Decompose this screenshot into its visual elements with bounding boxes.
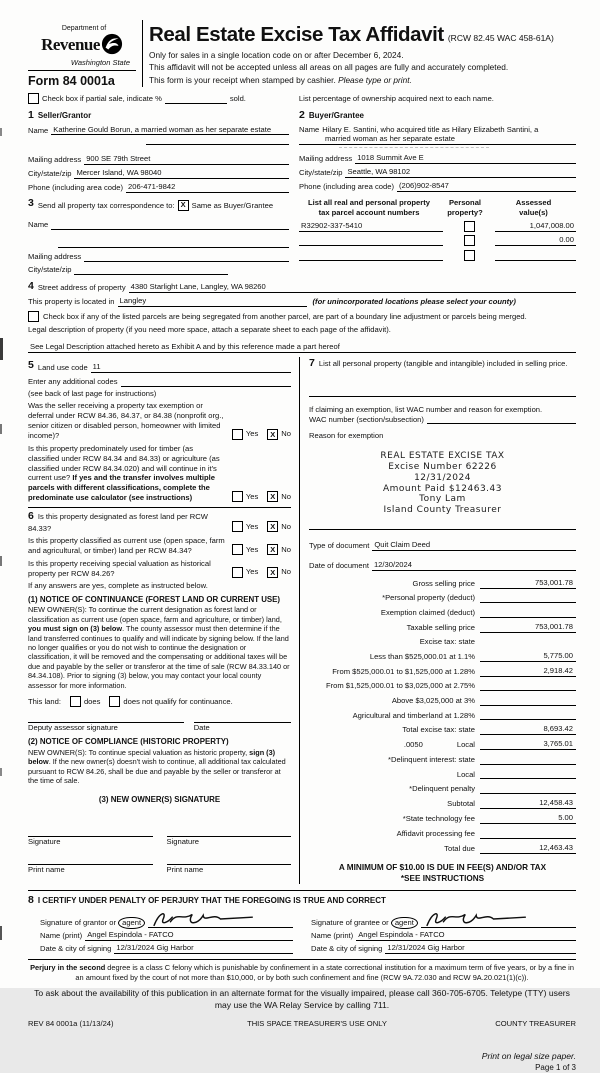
tax-row-label: Taxable selling price — [406, 622, 475, 632]
accessibility-notice: To ask about the availability of this publication in an alternate format for the visually impaired, please call 360-705-6705. Teletype (TTY) users may use the WA Relay Service by calling 711. — [34, 987, 570, 1010]
form-header — [28, 16, 576, 89]
county-treasurer-label: COUNTY TREASURER — [495, 1018, 576, 1028]
seller-phone-label: Phone (including area code) — [28, 183, 123, 193]
form-number: Form 84 0001a — [28, 73, 115, 88]
correspondence-name-field[interactable] — [51, 220, 289, 230]
timber-no-checkbox[interactable]: X — [267, 491, 278, 502]
buyer-city-label: City/state/zip — [299, 168, 343, 178]
excise-tax-state-label: Excise tax: state — [419, 636, 475, 646]
header-instruction-1: Only for sales in a single location code on or after December 6, 2024. — [149, 50, 404, 61]
grantee-signature-label: Signature of grantee or agent — [311, 918, 421, 928]
segregated-checkbox[interactable] — [28, 311, 39, 322]
header-divider — [142, 20, 143, 87]
section-4-number: 4 — [28, 279, 34, 292]
land-use-code-label: Land use code — [37, 362, 88, 372]
gross-selling-price-field[interactable]: 753,001.78 — [480, 578, 576, 589]
seller-mailing-field[interactable]: 900 SE 79th Street — [84, 154, 289, 165]
tax-row-label: *Delinquent interest: state — [388, 755, 475, 765]
scan-artifact — [0, 128, 2, 136]
grantor-signature-scribble — [150, 909, 260, 929]
grantor-name-label: Name (print) — [40, 931, 83, 941]
grantee-signature-field[interactable] — [421, 909, 576, 928]
exemption-no-checkbox[interactable]: X — [267, 429, 278, 440]
current-use-question: Is this property classified as current use (open space, farm and agricultural, or timber) land per RCW 84.34? — [28, 536, 225, 556]
parcel-row — [299, 250, 576, 261]
tax-row-label: Above $3,025,000 at 3% — [391, 695, 475, 705]
parcel-col-header: List all real and personal property — [308, 198, 430, 208]
land-does-checkbox[interactable] — [70, 696, 81, 707]
washington-state-label: Washington State — [28, 58, 136, 71]
notice-continuance-title: (1) NOTICE OF CONTINUANCE (FOREST LAND OR CURRENT USE) — [28, 594, 281, 604]
seller-phone-field[interactable]: 206-471-9842 — [126, 182, 289, 193]
tax-row-label: *Personal property (deduct) — [382, 593, 475, 603]
tax-row-label: Affidavit processing fee — [396, 828, 475, 838]
correspondence-city-field[interactable] — [74, 265, 228, 275]
exemption-claimed-field[interactable] — [480, 607, 576, 618]
personal-property-intro: 7 List all personal property (tangible and intangible) included in selling price. — [309, 356, 568, 369]
personal-property-col-header: Personal — [448, 198, 482, 208]
section-2-title: Buyer/Grantee — [308, 110, 364, 120]
historic-yes-checkbox[interactable] — [232, 567, 243, 578]
legal-description-label: Legal description of property (if you need more space, attach a separate sheet to each page of the affidavit). — [28, 325, 391, 335]
spacer — [480, 637, 576, 647]
certification-title: I CERTIFY UNDER PENALTY OF PERJURY THAT THE FOREGOING IS TRUE AND CORRECT — [37, 895, 386, 905]
wac-number-label: WAC number (section/subsection) — [309, 414, 424, 424]
tax-row-label: From $1,525,000.01 to $3,025,000 at 2.75% — [325, 681, 475, 691]
stamp-title: REAL ESTATE EXCISE TAX — [380, 451, 505, 462]
grantor-signature-label: Signature of grantor or agent — [28, 918, 148, 928]
minimum-due-note: A MINIMUM OF $10.00 IS DUE IN FEE(S) AND/OR TAX *SEE INSTRUCTIONS — [338, 862, 547, 883]
exemption-question: Was the seller receiving a property tax exemption or deferral under RCW 84.36, 84.37, or 84.38 (nonprofit org., senior citizen or disabled person, homeowner with limited income)? — [28, 401, 224, 440]
affidavit-processing-fee-field[interactable] — [480, 828, 576, 839]
section-8-number: 8 — [28, 893, 34, 906]
assessed-value-field[interactable]: 1,047,008.00 — [495, 221, 576, 232]
forest-land-question: 6 Is this property designated as forest land per RCW 84.33? — [28, 509, 208, 533]
personal-property-checkbox[interactable] — [464, 221, 475, 232]
parcel-number-field[interactable]: R32902-337-5410 — [299, 221, 443, 232]
local-tax-field[interactable]: 3,765.01 — [480, 739, 576, 750]
document-date-label: Date of document — [309, 560, 369, 570]
seller-city-field[interactable]: Mercer Island, WA 98040 — [74, 168, 289, 179]
form-title: Real Estate Excise Tax Affidavit — [149, 23, 444, 46]
buyer-city-field[interactable]: Seattle, WA 98102 — [345, 167, 576, 178]
partial-sale-percent-field[interactable] — [165, 94, 227, 104]
located-in-label: This property is located in — [28, 297, 115, 307]
land-use-section: 5 Land use code 11 Enter any additional codes (see back of last page for instructions) Was the seller receiving a property tax exemption or deferral under RCW 84.36, 84.37, or 84.38 (nonprofit org., senior citizen or disabled person, homeowner with limited income)? Yes X No Is this property predominately used for timber (as classified under RCW 84.34 and 84.33) or agriculture (as classified under RCW 84.34.020) and will continue in it's current use? If yes and the transfer involves multiple parcels with different classifications, complete the predominate use calculator (see instructions) Yes X No 6 Is this property designated as forest land per RCW 84.33? Yes X No Is this property classified as current use (open space, farm and agricultural, or timber) land per RCW 84.34? Yes X No Is this property receiving special valuation as historical property per RCW 84.26? Yes X No If any answers are yes, complete as instructed below. (1) NOTICE OF CONTINUANCE (FOREST LAND OR CURRENT USE) NEW OWNER(S): To continue the current designation as forest land or classification as current use (open space, farm and agriculture, or timber) land, you must sign on (3) below. The county assessor must then determine if the land transferred continues to qualify and will indicate by signing below. If the land no longer qualifies or you do not wish to continue the designation or classification, it will be removed and the compensating or additional taxes will be due and payable by the seller or transferor at the time of sale (RCW 84.33.140 or 84.34.108). Prior to signing (3) below, you may contact your local county assessor for more information. This land: does does not qualify for continuance. Deputy assessor signature Date (2) NOTICE OF COMPLIANCE (HISTORIC PROPERTY) NEW OWNER(S): To continue special valuation as historic property, sign (3) below. If the new owner(s) doesn't wish to continue, all additional tax calculated pursuant to RCW 84.26, shall be due and payable by the seller or transferor at the time of sale. (3) NEW OWNER(S) SIGNATURE Signature Signature Print name Print name — [28, 358, 291, 874]
section-1-title: Seller/Grantor — [37, 110, 92, 120]
seller-name-label: Name — [28, 125, 49, 135]
tax-row-label: Local — [456, 769, 475, 779]
buyer-name-label: Name — [299, 124, 320, 134]
tax-row-label: Total excise tax: state — [402, 725, 475, 735]
buyer-name-field[interactable]: Hilary E. Santini, who acquired title as Hilary Elizabeth Santini, a — [322, 124, 539, 134]
see-back-note: (see back of last page for instructions) — [28, 388, 157, 398]
tax-row-label: Gross selling price — [412, 578, 475, 588]
tax-row-label: Subtotal — [447, 799, 475, 809]
stamp-treasurer-name: Tony Lam — [419, 494, 466, 505]
delinquent-penalty-field[interactable] — [480, 784, 576, 795]
new-owner-print-name-line[interactable] — [28, 855, 153, 865]
seller-name-continuation-line[interactable] — [146, 135, 289, 145]
erased-text-artifact — [339, 147, 489, 151]
assessed-value-col-header: Assessed — [515, 198, 552, 208]
correspondence-blank-line[interactable] — [58, 238, 289, 248]
document-type-field[interactable]: Quit Claim Deed — [372, 540, 576, 551]
exemption-instruction: If claiming an exemption, list WAC number and reason for exemption. — [309, 404, 543, 414]
document-type-label: Type of document — [309, 541, 370, 551]
new-owner-signature-title: (3) NEW OWNER(S) SIGNATURE — [98, 795, 221, 805]
buyer-grantee-section — [299, 106, 576, 193]
tier3-tax-field[interactable] — [480, 681, 576, 692]
tax-row-label: Total due — [444, 843, 475, 853]
historic-no-checkbox[interactable]: X — [267, 567, 278, 578]
signature-label: Signature — [28, 836, 61, 846]
header-instruction-2: This affidavit will not be accepted unless all areas on all pages are fully and accurately completed. — [149, 62, 509, 73]
document-date-field[interactable]: 12/30/2024 — [372, 560, 576, 571]
print-name-label: Print name — [166, 864, 204, 874]
notice-compliance-title: (2) NOTICE OF COMPLIANCE (HISTORIC PROPERTY) — [28, 737, 229, 747]
total-due-field[interactable]: 12,463.43 — [480, 843, 576, 854]
street-address-field[interactable]: 4380 Starlight Lane, Langley, WA 98260 — [129, 282, 576, 293]
excise-tax-table — [309, 578, 576, 854]
correspondence-label: Send all property tax correspondence to: — [37, 200, 175, 210]
seller-grantor-section — [28, 106, 299, 193]
reason-exemption-field[interactable] — [309, 520, 576, 530]
dor-logo-block — [28, 16, 136, 89]
partial-sale-checkbox[interactable] — [28, 93, 39, 104]
historic-question: Is this property receiving special valuation as historical property per RCW 84.26? — [28, 559, 211, 579]
seller-name-field[interactable]: Katherine Gould Borun, a married woman as her separate estate — [51, 125, 289, 136]
grantee-name-label: Name (print) — [311, 931, 354, 941]
grantee-signature-scribble — [423, 909, 533, 929]
section-2-number: 2 — [299, 108, 305, 121]
forest-no-checkbox[interactable]: X — [267, 521, 278, 532]
print-legal-note: Print on legal size paper. — [481, 1050, 576, 1061]
new-owner-print-name-line[interactable] — [167, 855, 292, 865]
current-use-no-checkbox[interactable]: X — [267, 544, 278, 555]
located-in-field[interactable]: Langley — [118, 296, 307, 307]
treasurer-use-label: THIS SPACE TREASURER'S USE ONLY — [247, 1018, 387, 1028]
correspondence-mailing-field[interactable] — [84, 252, 289, 262]
same-as-buyer-label: Same as Buyer/Grantee — [191, 200, 274, 210]
dept-of-label: Department of — [61, 25, 107, 32]
segregated-label: Check box if any of the listed parcels are being segregated from another parcel, are part of a boundary line adjustment or parcels being merged. — [43, 311, 527, 321]
legal-description-field[interactable]: See Legal Description attached hereto as Exhibit A and by this reference made a part hereof — [28, 342, 576, 353]
tier1-tax-field[interactable]: 5,775.00 — [480, 651, 576, 662]
grantee-date-field[interactable]: 12/31/2024 Gig Harbor — [385, 943, 576, 954]
unincorporated-note: (for unincorporated locations please select your county) — [312, 297, 516, 307]
parcel-table: List all real and personal property tax parcel account numbers Personal property? Assessed value(s) R32902-337-5410 1,047,008.00 0.00 — [299, 197, 576, 275]
grantor-date-label: Date & city of signing — [40, 944, 112, 954]
timber-question: Is this property predominately used for timber (as classified under RCW 84.34 and 84.33) or agriculture (as classified under RCW 84.34.020) and will continue in it's current use? If yes and the transfer involves multiple parcels with different classifications, complete the predominate use calculator (see instructions) — [28, 443, 220, 503]
parcel-number-field[interactable] — [299, 251, 443, 261]
agency-name: Revenue — [41, 35, 100, 55]
personal-property-field[interactable] — [309, 387, 576, 397]
treasurer-stamp — [309, 451, 576, 516]
assessed-value-field[interactable] — [495, 251, 576, 261]
agricultural-tax-field[interactable] — [480, 710, 576, 721]
parcel-row — [299, 221, 576, 232]
delinquent-interest-state-field[interactable] — [480, 754, 576, 765]
signature-label: Signature — [166, 836, 200, 846]
personal-property-checkbox[interactable] — [464, 250, 475, 261]
land-does-not-checkbox[interactable] — [109, 696, 120, 707]
parcel-row — [299, 235, 576, 246]
assessed-value-field[interactable]: 0.00 — [495, 235, 576, 246]
deputy-date-label: Date — [193, 723, 210, 733]
local-rate-label: .0050 Local — [403, 740, 475, 750]
stamp-treasurer-title: Island County Treasurer — [383, 505, 502, 516]
stamp-excise-number: Excise Number 62226 — [388, 462, 497, 473]
subtotal-field[interactable]: 12,458.43 — [480, 798, 576, 809]
current-use-yes-checkbox[interactable] — [232, 544, 243, 555]
total-state-excise-field[interactable]: 8,693.42 — [480, 724, 576, 735]
partial-sale-label: Check box if partial sale, indicate % — [42, 94, 162, 104]
notice-continuance-body: NEW OWNER(S): To continue the current designation as forest land or classification as current use (open space, farm and agriculture, or timber) land, you must sign on (3) below. The county assessor must then determine if the land transferred continues to qualify and will indicate by signing below. If the land no longer qualifies or you do not wish to continue the designation or classification, it will be removed and the compensating or additional taxes will be due and payable by the seller or transferor at the time of sale (RCW 84.33.140 or 84.34.108). Prior to signing (3) below, you may contact your local county assessor for more information. — [28, 605, 290, 690]
personal-property-deduct-field[interactable] — [480, 593, 576, 604]
footer-row — [28, 1019, 576, 1029]
same-as-buyer-checkbox[interactable]: X — [178, 200, 189, 211]
dor-swoosh-icon — [101, 33, 123, 58]
certification-section — [28, 890, 576, 954]
exemption-yes-checkbox[interactable] — [232, 429, 243, 440]
reason-exemption-label: Reason for exemption — [309, 431, 384, 441]
tax-row-label: *State technology fee — [402, 814, 475, 824]
timber-yes-checkbox[interactable] — [232, 491, 243, 502]
buyer-name-field-line2[interactable]: married woman as her separate estate — [299, 134, 576, 145]
scan-artifact — [0, 768, 2, 776]
seller-mailing-label: Mailing address — [28, 155, 82, 165]
stamp-amount-paid: Amount Paid $12463.43 — [382, 483, 502, 494]
correspondence-city-label: City/state/zip — [28, 264, 72, 274]
buyer-mailing-label: Mailing address — [299, 154, 353, 164]
correspondence-name-label: Name — [28, 219, 49, 229]
new-owner-signature-line[interactable] — [167, 820, 292, 837]
scan-artifact — [0, 926, 2, 940]
street-address-label: Street address of property — [37, 283, 126, 293]
grantor-signature-field[interactable] — [148, 909, 293, 928]
stamp-date: 12/31/2024 — [414, 472, 471, 483]
page-number: Page 1 of 3 — [535, 1062, 576, 1072]
buyer-phone-label: Phone (including area code) — [299, 182, 394, 192]
property-address-section — [28, 280, 576, 353]
tax-correspondence-section — [28, 197, 299, 275]
perjury-notice: Perjury in the second degree is a class C felony which is punishable by confinement in a state correctional institution for a maximum term of five years, or by a fine in an amount fixed by the court of not more than $10,000, or by both such confinement and fine (RCW 9A.72.030 and RCW 9A.20.021(1)(c)). — [28, 959, 576, 983]
buyer-mailing-field[interactable]: 1018 Summit Ave E — [355, 153, 576, 164]
tier2-tax-field[interactable]: 2,918.42 — [480, 666, 576, 677]
personal-property-checkbox[interactable] — [464, 235, 475, 246]
form-title-rcw: (RCW 82.45 WAC 458-61A) — [447, 33, 554, 43]
ownership-percentage-note: List percentage of ownership acquired next to each name. — [298, 94, 494, 104]
grantor-name-field[interactable]: Angel Espindola - FATCO — [85, 930, 293, 941]
grantee-name-field[interactable]: Angel Espindola - FATCO — [356, 930, 576, 941]
section-1-number: 1 — [28, 108, 34, 121]
grantor-date-field[interactable]: 12/31/2024 Gig Harbor — [114, 943, 293, 954]
tax-row-label: *Delinquent penalty — [409, 784, 475, 794]
seller-city-label: City/state/zip — [28, 169, 72, 179]
partial-sale-row — [28, 93, 576, 104]
sold-label: sold. — [229, 94, 246, 104]
form-revision: REV 84 0001a (11/13/24) — [28, 1018, 114, 1028]
land-use-code-field[interactable]: 11 — [91, 362, 291, 373]
tax-row-label: Less than $525,000.01 at 1.1% — [369, 651, 475, 661]
if-yes-note: If any answers are yes, complete as instructed below. — [28, 580, 208, 590]
tax-row-label: Exemption claimed (deduct) — [380, 607, 475, 617]
tax-row-label: From $525,000.01 to $1,525,000 at 1.28% — [332, 666, 475, 676]
this-land-label: This land: — [28, 696, 61, 706]
scan-artifact — [0, 424, 2, 434]
new-owner-signature-line[interactable] — [28, 820, 153, 837]
section-divider — [28, 507, 291, 508]
additional-codes-field[interactable] — [121, 377, 292, 387]
parcel-number-field[interactable] — [299, 236, 443, 246]
tax-computation-section — [299, 357, 576, 884]
scan-artifact — [0, 338, 3, 360]
state-technology-fee-field[interactable]: 5.00 — [480, 813, 576, 824]
additional-codes-label: Enter any additional codes — [28, 376, 118, 386]
tax-row-label: Agricultural and timberland at 1.28% — [352, 710, 475, 720]
delinquent-interest-local-field[interactable] — [480, 769, 576, 780]
taxable-selling-price-field[interactable]: 753,001.78 — [480, 622, 576, 633]
forest-yes-checkbox[interactable] — [232, 521, 243, 532]
scan-artifact — [0, 556, 2, 566]
notice-compliance-body: NEW OWNER(S): To continue special valuation as historic property, sign (3) below. If the new owner(s) doesn't wish to continue, all additional tax calculated pursuant to RCW 84.26, shall be due and payable by the seller or transferor at the time of sale. — [28, 747, 286, 785]
correspondence-mailing-label: Mailing address — [28, 251, 82, 261]
header-instruction-3: This form is your receipt when stamped by cashier. Please type or print. — [149, 74, 412, 85]
deputy-assessor-label: Deputy assessor signature — [28, 723, 118, 733]
print-name-label: Print name — [28, 864, 65, 874]
tier4-tax-field[interactable] — [480, 695, 576, 706]
wac-number-field[interactable] — [427, 414, 576, 424]
grantee-date-label: Date & city of signing — [311, 944, 383, 954]
section-5-number: 5 — [28, 358, 34, 371]
buyer-phone-field[interactable]: (206)902-8547 — [397, 181, 576, 192]
section-3-number: 3 — [28, 197, 34, 210]
